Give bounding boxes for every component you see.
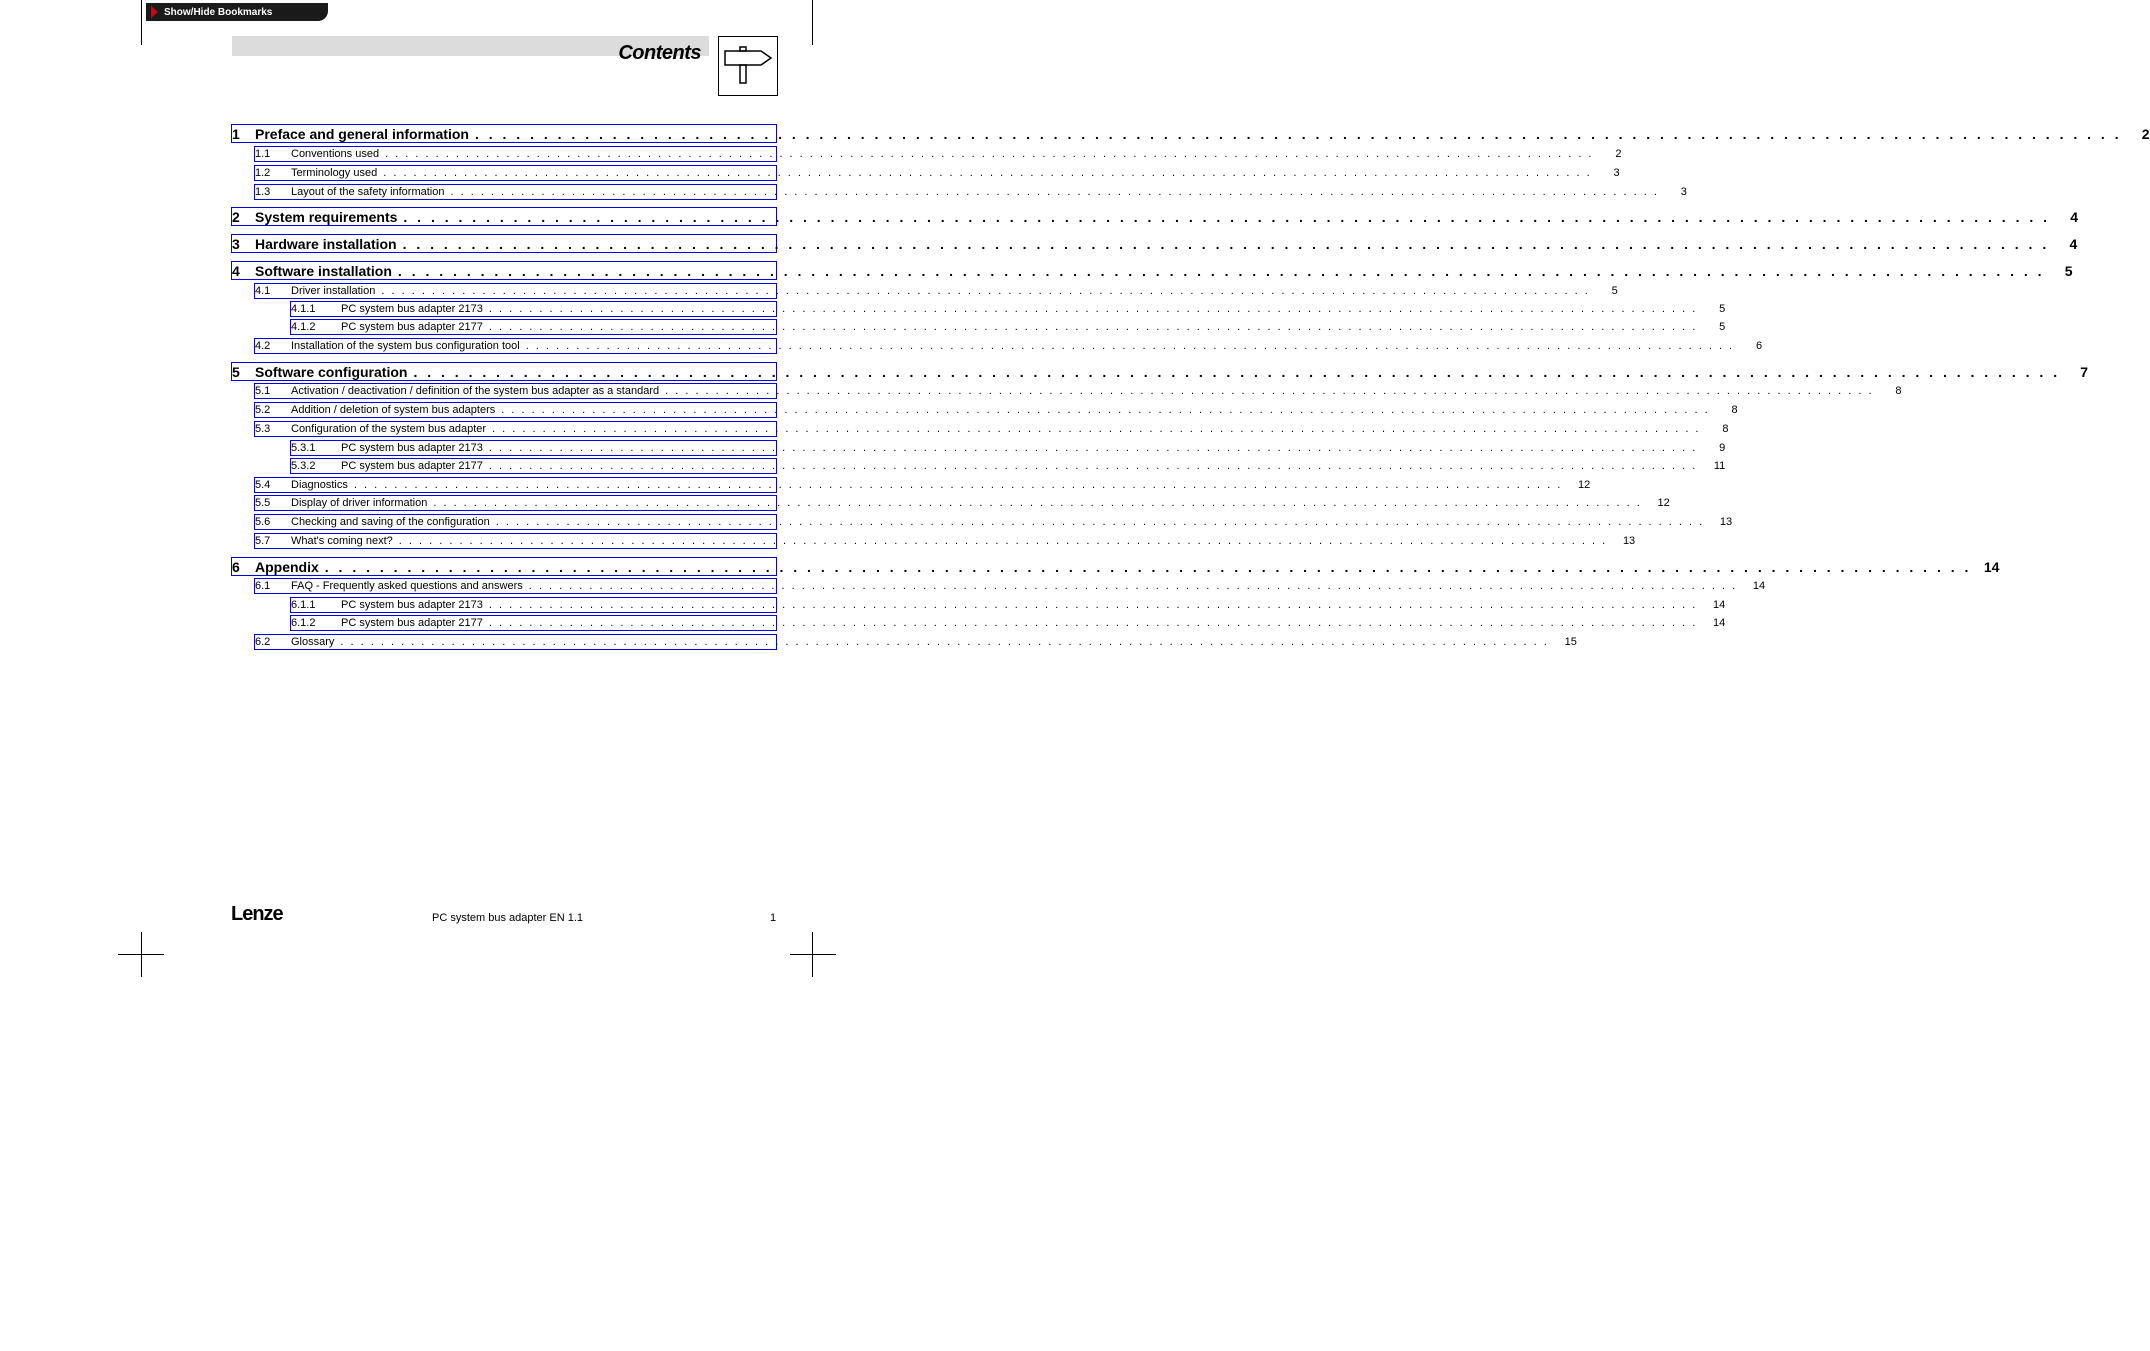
toc-entry-5-3-1[interactable] (290, 440, 1726, 456)
toc-entry-4-1-1[interactable] (290, 301, 1726, 317)
toc-leader-dots: . . . . . . . . . . . . . . . . . . . . . . . . . . . . . . . . . . . . . . . . . . . . . . . . . . . . . . . . . . . . . . . . . . . . . . . . . . . . . . . . . . . . . . . . . . . . . . . . . . . . . . . . . . . . . . . . . . . . . . . . (383, 167, 1592, 179)
toc-leader-dots: . . . . . . . . . . . . . . . . . . . . . . . . . . . . . . . . . . . . . . . . . . . . . . . . . . . . . . . . . . . . . . . . . . . . . . . . . . . . . . . . . . . . . . . . . . . . . . . . . . . . . . . . . . . . . . . . . . . . . . . . (495, 516, 1705, 528)
toc-entry-4-1[interactable] (254, 283, 1618, 299)
toc-leader-dots: . . . . . . . . . . . . . . . . . . . . . . . . . . . . . . . . . . . . . . . . . . . . . . . . . . . . . . . . . . . . . . . . . . . . . . . . . . . . . . . . . . . . . . . . . . . . . . . . . . . . . . . . . . . . . . . . . . . . . . . . (402, 235, 2050, 252)
toc-entry-page: 8 (1731, 404, 1738, 416)
toc-leader-dots: . . . . . . . . . . . . . . . . . . . . . . . . . . . . . . . . . . . . . . . . . . . . . . . . . . . . . . . . . . . . . . . . . . . . . . . . . . . . . . . . . . . . . . . . . . . . . . . . . . . . . . . . . . . . . . . . . . . . . . . . (528, 580, 1738, 592)
toc-leader-dots: . . . . . . . . . . . . . . . . . . . . . . . . . . . . . . . . . . . . . . . . . . . . . . . . . . . . . . . . . . . . . . . . . . . . . . . . . . . . . . . . . . . . . . . . . . . . . . . . . . . . . . . . . . . . . . . . . . . . . . . . (385, 148, 1594, 160)
toc-leader-dots: . . . . . . . . . . . . . . . . . . . . . . . . . . . . . . . . . . . . . . . . . . . . . . . . . . . . . . . . . . . . . . . . . . . . . . . . . . . . . . . . . . . . . . . . . . . . . . . . . . . . . . . . . . . . . . . . . . . . . . . . (403, 208, 2051, 225)
toc-entry-title: Addition / deletion of system bus adapters (291, 404, 496, 416)
signpost-icon (718, 36, 778, 96)
toc-entry-6-1[interactable] (254, 578, 1766, 594)
toc-entry-title: Activation / deactivation / definition of the system bus adapter as a standard (291, 385, 660, 397)
toc-entry-page: 4 (2070, 208, 2079, 225)
toc-entry-page: 13 (1622, 535, 1636, 547)
show-hide-bookmarks-button[interactable] (146, 3, 328, 21)
toc-entry-number: 3 (232, 235, 240, 252)
toc-entry-page: 5 (1611, 285, 1618, 297)
toc-leader-dots: . . . . . . . . . . . . . . . . . . . . . . . . . . . . . . . . . . . . . . . . . . . . . . . . . . . . . . . . . . . . . . . . . . . . . . . . . . . . . . . . . . . . . . . . . . . . . . . . . . . . . . . . . . . . . . . . . . . . . . . . (474, 125, 2122, 142)
toc-leader-dots: . . . . . . . . . . . . . . . . . . . . . . . . . . . . . . . . . . . . . . . . . . . . . . . . . . . . . . . . . . . . . . . . . . . . . . . . . . . . . . . . . . . . . . . . . . . . . . . . . . . . . . . . . . . . . . . . . . . . . . . . (525, 340, 1735, 352)
toc-leader-dots: . . . . . . . . . . . . . . . . . . . . . . . . . . . . . . . . . . . . . . . . . . . . . . . . . . . . . . . . . . . . . . . . . . . . . . . . . . . . . . . . . . . . . . . . . . . . . . . . . . . . . . . . . . . . . . . . . . . . . . . . (665, 385, 1874, 397)
toc-entry-title: Software configuration (255, 363, 408, 380)
toc-entry-title: System requirements (255, 208, 398, 225)
toc-entry-number: 4.2 (255, 340, 271, 352)
page-title: Contents (618, 42, 701, 64)
toc-entry-title: Configuration of the system bus adapter (291, 423, 487, 435)
toc-entry-number: 5.3 (255, 423, 271, 435)
toc-entry-6-1-1[interactable] (290, 597, 1726, 613)
toc-leader-dots: . . . . . . . . . . . . . . . . . . . . . . . . . . . . . . . . . . . . . . . . . . . . . . . . . . . . . . . . . . . . . . . . . . . . . . . . . . . . . . . . . . . . . . . . . . . . . . . . . . . . . . . . . . . . . . . . . . . . . . . . (450, 186, 1659, 198)
toc-leader-dots: . . . . . . . . . . . . . . . . . . . . . . . . . . . . . . . . . . . . . . . . . . . . . . . . . . . . . . . . . . . . . . . . . . . . . . . . . . . . . . . . . . . . . . . . . . . . . . . . . . . . . . . . . . . . . . . . . . . . . . . . (488, 321, 1698, 333)
toc-entry-title: Software installation (255, 262, 392, 279)
toc-entry-title: Display of driver information (291, 497, 428, 509)
toc-entry-page: 12 (1578, 479, 1591, 491)
toc-entry-number: 5.1 (255, 385, 271, 397)
toc-entry-number: 6.1 (255, 580, 271, 592)
toc-entry-2[interactable] (231, 207, 2079, 226)
show-hide-bookmarks-label: Show/Hide Bookmarks (164, 6, 273, 18)
toc-entry-title: Hardware installation (255, 235, 397, 252)
toc-entry-1-3[interactable] (254, 184, 1687, 200)
toc-entry-5-5[interactable] (254, 495, 1670, 511)
toc-entry-title: PC system bus adapter 2173 (341, 303, 483, 315)
toc-entry-5-6[interactable] (254, 514, 1733, 530)
toc-entry-4-2[interactable] (254, 338, 1763, 354)
toc-entry-page: 6 (1755, 340, 1763, 352)
toc-entry-page: 14 (1713, 617, 1726, 629)
toc-entry-title: Conventions used (291, 148, 380, 160)
toc-entry-number: 6.1.2 (291, 617, 316, 629)
toc-leader-dots: . . . . . . . . . . . . . . . . . . . . . . . . . . . . . . . . . . . . . . . . . . . . . . . . . . . . . . . . . . . . . . . . . . . . . . . . . . . . . . . . . . . . . . . . . . . . . . . . . . . . . . . . . . . . . . . . . . . . . . . . (433, 497, 1642, 509)
toc-entry-1-1[interactable] (254, 146, 1622, 162)
toc-leader-dots: . . . . . . . . . . . . . . . . . . . . . . . . . . . . . . . . . . . . . . . . . . . . . . . . . . . . . . . . . . . . . . . . . . . . . . . . . . . . . . . . . . . . . . . . . . . . . . . . . . . . . . . . . . . . . . . . . . . . . . . . (340, 636, 1549, 648)
toc-entry-number: 5.2 (255, 404, 271, 416)
toc-entry-page: 9 (1719, 442, 1726, 454)
toc-entry-title: PC system bus adapter 2173 (341, 442, 483, 454)
toc-leader-dots: . . . . . . . . . . . . . . . . . . . . . . . . . . . . . . . . . . . . . . . . . . . . . . . . . . . . . . . . . . . . . . . . . . . . . . . . . . . . . . . . . . . . . . . . . . . . . . . . . . . . . . . . . . . . . . . . . . . . . . . . (381, 285, 1590, 297)
toc-entry-page: 2 (1615, 148, 1622, 160)
toc-entry-number: 5.3.1 (291, 442, 316, 454)
toc-entry-page: 14 (1983, 558, 2000, 575)
toc-entry-page: 12 (1657, 497, 1670, 509)
toc-entry-title: Appendix (255, 558, 319, 575)
toc-entry-3[interactable] (231, 234, 2078, 253)
toc-leader-dots: . . . . . . . . . . . . . . . . . . . . . . . . . . . . . . . . . . . . . . . . . . . . . . . . . . . . . . . . . . . . . . . . . . . . . . . . . . . . . . . . . . . . . . . . . . . . . . . . . . . . . . . . . . . . . . . . . . . . . . . . (492, 423, 1701, 435)
toc-entry-5-3-2[interactable] (290, 458, 1726, 474)
toc-entry-title: Layout of the safety information (291, 186, 445, 198)
toc-entry-number: 6 (232, 558, 240, 575)
toc-entry-number: 5.6 (255, 516, 271, 528)
triangle-right-icon (151, 6, 158, 18)
toc-entry-number: 5 (232, 363, 240, 380)
toc-entry-page: 5 (2064, 262, 2073, 279)
toc-entry-1[interactable] (231, 124, 2150, 143)
toc-leader-dots: . . . . . . . . . . . . . . . . . . . . . . . . . . . . . . . . . . . . . . . . . . . . . . . . . . . . . . . . . . . . . . . . . . . . . . . . . . . . . . . . . . . . . . . . . . . . . . . . . . . . . . . . . . . . . . . . . . . . . . . . (488, 599, 1698, 611)
toc-leader-dots: . . . . . . . . . . . . . . . . . . . . . . . . . . . . . . . . . . . . . . . . . . . . . . . . . . . . . . . . . . . . . . . . . . . . . . . . . . . . . . . . . . . . . . . . . . . . . . . . . . . . . . . . . . . . . . . . . . . . . . . . (488, 617, 1698, 629)
toc-leader-dots: . . . . . . . . . . . . . . . . . . . . . . . . . . . . . . . . . . . . . . . . . . . . . . . . . . . . . . . . . . . . . . . . . . . . . . . . . . . . . . . . . . . . . . . . . . . . . . . . . . . . . . . . . . . . . . . . . . . . . . . . (324, 558, 1972, 575)
toc-entry-page: 4 (2069, 235, 2078, 252)
toc-entry-6[interactable] (231, 557, 2000, 576)
toc-entry-page: 3 (1613, 167, 1620, 179)
toc-entry-number: 4.1.1 (291, 303, 316, 315)
toc-entry-page: 5 (1719, 321, 1726, 333)
crop-mark (141, 932, 142, 977)
toc-entry-number: 5.3.2 (291, 460, 316, 472)
toc-leader-dots: . . . . . . . . . . . . . . . . . . . . . . . . . . . . . . . . . . . . . . . . . . . . . . . . . . . . . . . . . . . . . . . . . . . . . . . . . . . . . . . . . . . . . . . . . . . . . . . . . . . . . . . . . . . . . . . . . . . . . . . . (353, 479, 1563, 491)
toc-entry-title: Installation of the system bus configuration tool (291, 340, 520, 352)
toc-entry-title: Terminology used (291, 167, 378, 179)
toc-entry-5-3[interactable] (254, 421, 1729, 437)
toc-leader-dots: . . . . . . . . . . . . . . . . . . . . . . . . . . . . . . . . . . . . . . . . . . . . . . . . . . . . . . . . . . . . . . . . . . . . . . . . . . . . . . . . . . . . . . . . . . . . . . . . . . . . . . . . . . . . . . . . . . . . . . . . (398, 535, 1608, 547)
toc-leader-dots: . . . . . . . . . . . . . . . . . . . . . . . . . . . . . . . . . . . . . . . . . . . . . . . . . . . . . . . . . . . . . . . . . . . . . . . . . . . . . . . . . . . . . . . . . . . . . . . . . . . . . . . . . . . . . . . . . . . . . . . . (413, 363, 2061, 380)
toc-entry-title: Diagnostics (291, 479, 348, 491)
toc-entry-number: 4.1.2 (291, 321, 316, 333)
toc-entry-page: 14 (1752, 580, 1766, 592)
toc-entry-page: 15 (1564, 636, 1577, 648)
crop-mark (812, 0, 813, 45)
toc-entry-5-4[interactable] (254, 477, 1591, 493)
toc-entry-page: 8 (1895, 385, 1902, 397)
toc-entry-page: 8 (1722, 423, 1729, 435)
toc-entry-title: FAQ - Frequently asked questions and answers (291, 580, 523, 592)
toc-entry-number: 5.7 (255, 535, 271, 547)
toc-entry-page: 5 (1719, 303, 1726, 315)
toc-leader-dots: . . . . . . . . . . . . . . . . . . . . . . . . . . . . . . . . . . . . . . . . . . . . . . . . . . . . . . . . . . . . . . . . . . . . . . . . . . . . . . . . . . . . . . . . . . . . . . . . . . . . . . . . . . . . . . . . . . . . . . . . (488, 303, 1698, 315)
toc-entry-page: 13 (1719, 516, 1733, 528)
toc-entry-6-2[interactable] (254, 634, 1577, 650)
toc-entry-title: PC system bus adapter 2173 (341, 599, 483, 611)
toc-entry-page: 7 (2080, 363, 2089, 380)
toc-entry-number: 1.1 (255, 148, 271, 160)
toc-entry-page: 14 (1713, 599, 1726, 611)
lenze-logo: Lenze (231, 903, 283, 925)
footer-document-title: PC system bus adapter EN 1.1 (432, 912, 584, 924)
toc-entry-title: Glossary (291, 636, 335, 648)
toc-entry-number: 4.1 (255, 285, 271, 297)
toc-entry-4-1-2[interactable] (290, 319, 1726, 335)
toc-entry-page: 11 (1713, 460, 1726, 472)
toc-entry-page: 3 (1680, 186, 1687, 198)
toc-entry-number: 1 (232, 125, 240, 142)
toc-entry-number: 2 (232, 208, 240, 225)
crop-mark (812, 932, 813, 977)
toc-leader-dots: . . . . . . . . . . . . . . . . . . . . . . . . . . . . . . . . . . . . . . . . . . . . . . . . . . . . . . . . . . . . . . . . . . . . . . . . . . . . . . . . . . . . . . . . . . . . . . . . . . . . . . . . . . . . . . . . . . . . . . . . (397, 262, 2045, 279)
toc-entry-number: 5.4 (255, 479, 271, 491)
crop-mark (790, 954, 836, 955)
toc-entry-number: 5.5 (255, 497, 271, 509)
toc-entry-number: 4 (232, 262, 240, 279)
toc-entry-title: Preface and general information (255, 125, 469, 142)
toc-leader-dots: . . . . . . . . . . . . . . . . . . . . . . . . . . . . . . . . . . . . . . . . . . . . . . . . . . . . . . . . . . . . . . . . . . . . . . . . . . . . . . . . . . . . . . . . . . . . . . . . . . . . . . . . . . . . . . . . . . . . . . . . (501, 404, 1710, 416)
toc-entry-number: 6.1.1 (291, 599, 316, 611)
toc-leader-dots: . . . . . . . . . . . . . . . . . . . . . . . . . . . . . . . . . . . . . . . . . . . . . . . . . . . . . . . . . . . . . . . . . . . . . . . . . . . . . . . . . . . . . . . . . . . . . . . . . . . . . . . . . . . . . . . . . . . . . . . . (488, 460, 1698, 472)
toc-entry-5-7[interactable] (254, 533, 1636, 549)
toc-entry-title: PC system bus adapter 2177 (341, 460, 483, 472)
toc-entry-5-1[interactable] (254, 383, 1902, 399)
toc-leader-dots: . . . . . . . . . . . . . . . . . . . . . . . . . . . . . . . . . . . . . . . . . . . . . . . . . . . . . . . . . . . . . . . . . . . . . . . . . . . . . . . . . . . . . . . . . . . . . . . . . . . . . . . . . . . . . . . . . . . . . . . . (488, 442, 1698, 454)
crop-mark (141, 0, 142, 45)
toc-entry-title: PC system bus adapter 2177 (341, 617, 483, 629)
toc-entry-page: 2 (2141, 125, 2150, 142)
footer-page-number: 1 (770, 912, 777, 924)
toc-entry-title: What's coming next? (291, 535, 393, 547)
toc-entry-4[interactable] (231, 261, 2073, 280)
toc-entry-title: Driver installation (291, 285, 376, 297)
toc-entry-title: Checking and saving of the configuration (291, 516, 490, 528)
toc-entry-number: 1.3 (255, 186, 271, 198)
toc-entry-number: 6.2 (255, 636, 271, 648)
toc-entry-5[interactable] (231, 362, 2089, 381)
toc-entry-title: PC system bus adapter 2177 (341, 321, 483, 333)
toc-entry-6-1-2[interactable] (290, 615, 1726, 631)
toc-entry-1-2[interactable] (254, 165, 1620, 181)
toc-entry-5-2[interactable] (254, 402, 1738, 418)
toc-entry-number: 1.2 (255, 167, 271, 179)
